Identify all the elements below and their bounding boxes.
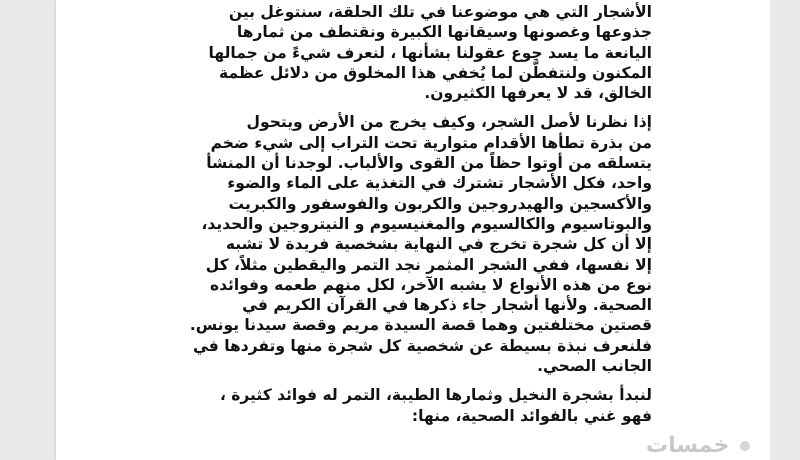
- text-line: قصتين مختلفتين وهما قصة السيدة مريم وقصة سيدنا يونس.: [189, 316, 652, 335]
- text-line: المكنون ولنتفطَّن لما يُخفي هذا المخلوق من دلائل عظمة: [219, 63, 652, 82]
- text-line: الصحية. ولأنها أشجار جاء ذكرها في القرآن الكريم في: [242, 296, 652, 315]
- paragraph-3: [136, 385, 652, 426]
- text-line: واحد، فكل الأشجار تشترك في التغذية على الماء والضوء: [227, 174, 652, 193]
- text-line: لنبدأ بشجرة النخيل وثمارها الطيبة، التمر له فوائد كثيرة ،: [219, 386, 652, 405]
- text-line: فهو غني بالفوائد الصحية، منها:: [411, 406, 652, 425]
- watermark-text: خمسات: [645, 433, 730, 458]
- text-line: إذا نظرنا لأصل الشجر، وكيف يخرج من الأرض ويتحول: [246, 113, 652, 132]
- right-gutter: [770, 0, 800, 460]
- text-line: الأشجار التي هي موضوعنا في تلك الحلقة، سنتوغل بين: [228, 3, 652, 21]
- watermark-dot-icon: [740, 441, 750, 451]
- text-line: الجانب الصحي.: [537, 357, 652, 376]
- text-line: اليانعة ما يسد جوع عقولنا بشأنها ، لنعرف شيءً من جمالها: [208, 43, 652, 62]
- text-line: إلا نفسها، ففي الشجر المثمر نجد التمر واليقطين مثلاً، كل: [205, 255, 652, 274]
- paragraph-1: [136, 2, 652, 103]
- text-line: فلنعرف نبذة بسيطة عن شخصية كل شجرة منها وتفردها في: [192, 336, 652, 355]
- paragraph-2: [136, 112, 652, 376]
- document-page: [56, 0, 770, 460]
- text-line: نوع من هذه الأنواع لا يشبه الآخر، لكل منهم طعمه وفوائده: [209, 275, 652, 294]
- watermark-logo: [646, 433, 750, 458]
- text-line: من بذرة تطأها الأقدام متوارية تحت التراب إلى شيء ضخم: [210, 133, 652, 152]
- text-line: إلا أن كل شجرة تخرج في النهاية بشخصية فريدة لا تشبه: [225, 235, 652, 254]
- text-line: والأكسجين والهيدروجين والكربون والفوسفور والكبريت: [228, 194, 652, 213]
- left-gutter: [0, 0, 56, 460]
- document-body: [136, 2, 652, 435]
- text-line: يتسلقه من أوتوا حظاً من القوى والألباب. لوجدنا أن المنشأ: [206, 154, 652, 173]
- text-line: جذوعها وغصونها وسيقانها الكبيرة ونقتطف من ثمارها: [236, 23, 652, 42]
- text-line: والبوتاسيوم والكالسيوم والمغنيسيوم و النيتروجين والحديد،: [201, 214, 652, 233]
- text-line: الخالق، قد لا يعرفها الكثيرون.: [424, 84, 652, 103]
